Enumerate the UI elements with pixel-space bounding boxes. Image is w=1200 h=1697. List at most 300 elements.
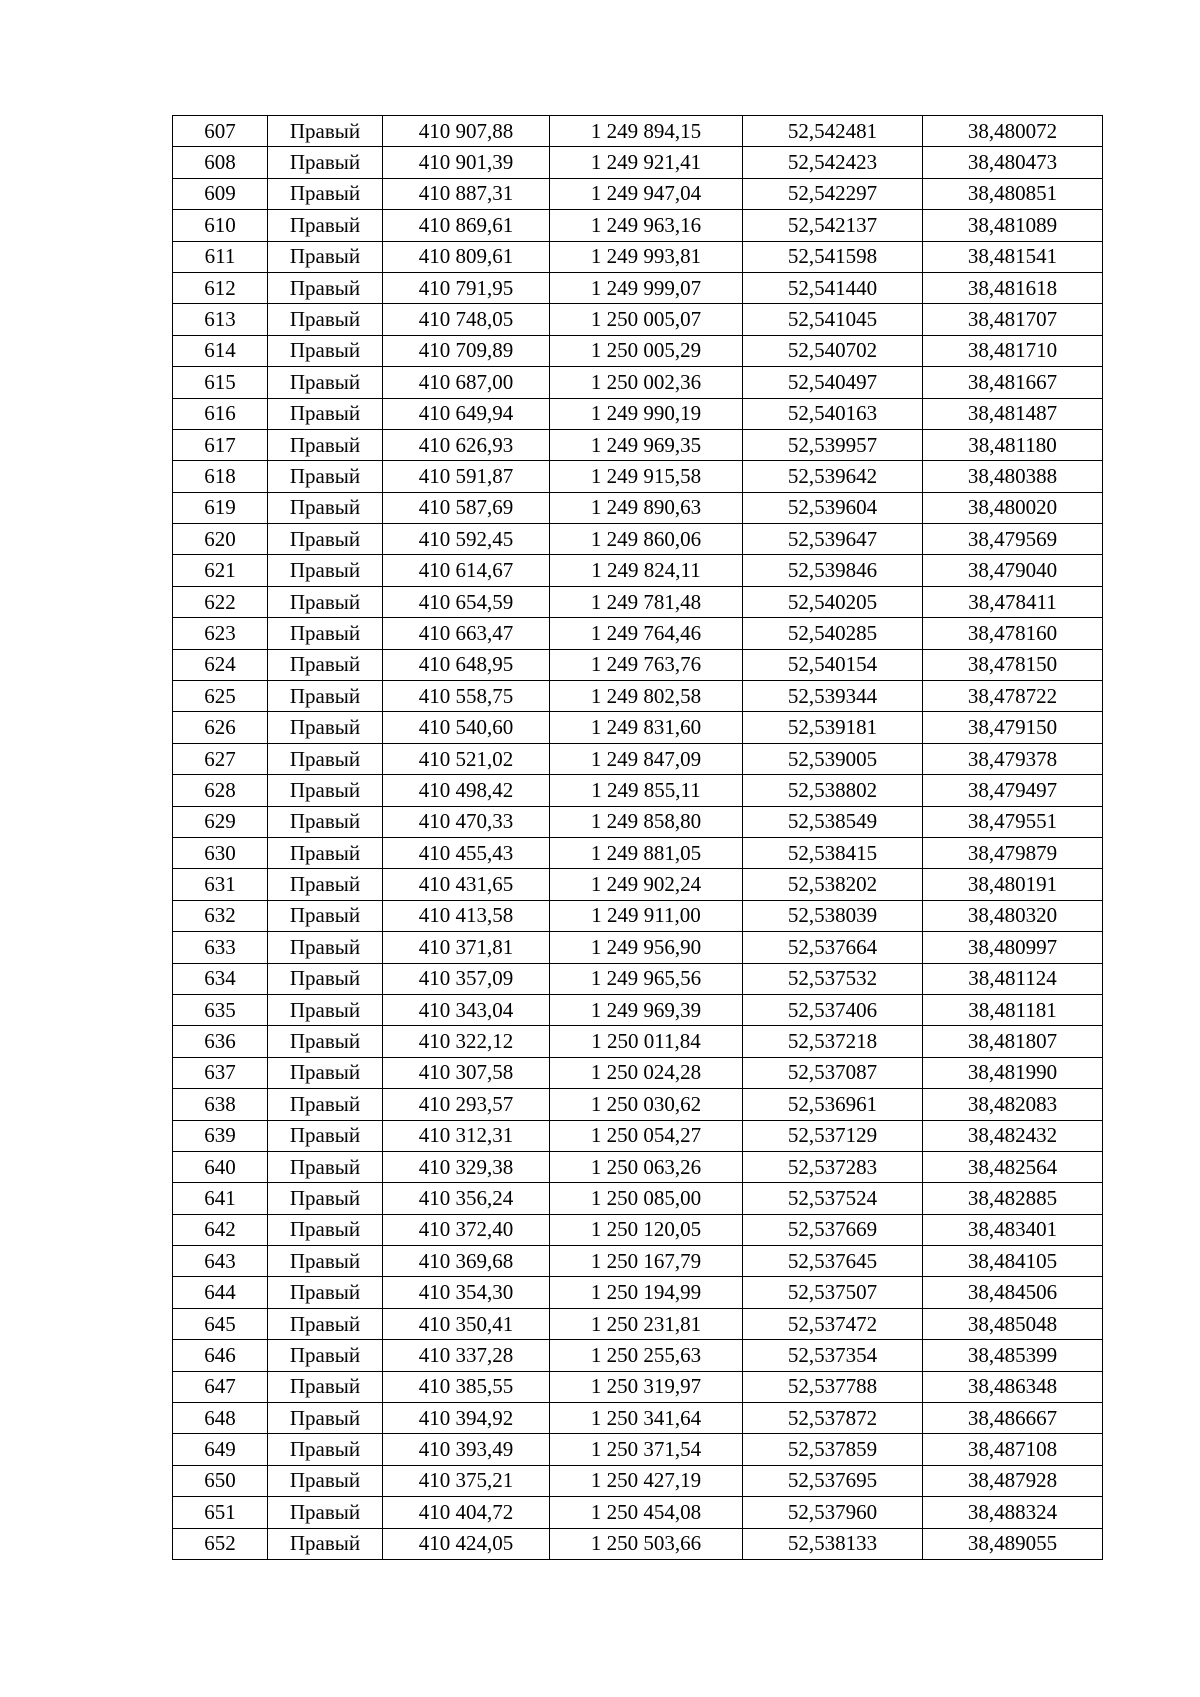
latitude-cell: 52,541598 xyxy=(743,241,923,272)
point-number-cell: 650 xyxy=(173,1465,268,1496)
y-coordinate-cell: 1 249 990,19 xyxy=(550,398,743,429)
x-coordinate-cell: 410 901,39 xyxy=(383,147,550,178)
latitude-cell: 52,538039 xyxy=(743,900,923,931)
x-coordinate-cell: 410 356,24 xyxy=(383,1183,550,1214)
bank-side-cell: Правый xyxy=(268,1434,383,1465)
bank-side-cell: Правый xyxy=(268,398,383,429)
y-coordinate-cell: 1 250 319,97 xyxy=(550,1371,743,1402)
longitude-cell: 38,479040 xyxy=(923,555,1103,586)
latitude-cell: 52,539344 xyxy=(743,681,923,712)
latitude-cell: 52,540154 xyxy=(743,649,923,680)
y-coordinate-cell: 1 250 024,28 xyxy=(550,1057,743,1088)
x-coordinate-cell: 410 413,58 xyxy=(383,900,550,931)
x-coordinate-cell: 410 626,93 xyxy=(383,429,550,460)
bank-side-cell: Правый xyxy=(268,1308,383,1339)
latitude-cell: 52,540497 xyxy=(743,367,923,398)
table-row xyxy=(173,1403,1103,1434)
y-coordinate-cell: 1 249 763,76 xyxy=(550,649,743,680)
bank-side-cell: Правый xyxy=(268,304,383,335)
bank-side-cell: Правый xyxy=(268,555,383,586)
bank-side-cell: Правый xyxy=(268,1528,383,1559)
point-number-cell: 649 xyxy=(173,1434,268,1465)
x-coordinate-cell: 410 809,61 xyxy=(383,241,550,272)
point-number-cell: 607 xyxy=(173,116,268,147)
latitude-cell: 52,536961 xyxy=(743,1089,923,1120)
x-coordinate-cell: 410 558,75 xyxy=(383,681,550,712)
latitude-cell: 52,538802 xyxy=(743,775,923,806)
table-row xyxy=(173,775,1103,806)
bank-side-cell: Правый xyxy=(268,586,383,617)
y-coordinate-cell: 1 250 085,00 xyxy=(550,1183,743,1214)
latitude-cell: 52,537283 xyxy=(743,1151,923,1182)
bank-side-cell: Правый xyxy=(268,1497,383,1528)
table-row xyxy=(173,304,1103,335)
table-row xyxy=(173,586,1103,617)
bank-side-cell: Правый xyxy=(268,1403,383,1434)
longitude-cell: 38,480191 xyxy=(923,869,1103,900)
x-coordinate-cell: 410 748,05 xyxy=(383,304,550,335)
y-coordinate-cell: 1 249 921,41 xyxy=(550,147,743,178)
table-row xyxy=(173,1089,1103,1120)
longitude-cell: 38,484105 xyxy=(923,1246,1103,1277)
point-number-cell: 639 xyxy=(173,1120,268,1151)
latitude-cell: 52,542297 xyxy=(743,178,923,209)
longitude-cell: 38,478411 xyxy=(923,586,1103,617)
latitude-cell: 52,538133 xyxy=(743,1528,923,1559)
table-row xyxy=(173,994,1103,1025)
x-coordinate-cell: 410 369,68 xyxy=(383,1246,550,1277)
latitude-cell: 52,537532 xyxy=(743,963,923,994)
y-coordinate-cell: 1 249 764,46 xyxy=(550,618,743,649)
y-coordinate-cell: 1 250 120,05 xyxy=(550,1214,743,1245)
table-row xyxy=(173,932,1103,963)
point-number-cell: 627 xyxy=(173,743,268,774)
bank-side-cell: Правый xyxy=(268,994,383,1025)
x-coordinate-cell: 410 521,02 xyxy=(383,743,550,774)
latitude-cell: 52,539181 xyxy=(743,712,923,743)
x-coordinate-cell: 410 455,43 xyxy=(383,837,550,868)
latitude-cell: 52,537664 xyxy=(743,932,923,963)
y-coordinate-cell: 1 249 860,06 xyxy=(550,524,743,555)
point-number-cell: 619 xyxy=(173,492,268,523)
latitude-cell: 52,537507 xyxy=(743,1277,923,1308)
latitude-cell: 52,542481 xyxy=(743,116,923,147)
x-coordinate-cell: 410 424,05 xyxy=(383,1528,550,1559)
table-row xyxy=(173,461,1103,492)
x-coordinate-cell: 410 372,40 xyxy=(383,1214,550,1245)
longitude-cell: 38,480320 xyxy=(923,900,1103,931)
table-row xyxy=(173,1120,1103,1151)
longitude-cell: 38,480020 xyxy=(923,492,1103,523)
bank-side-cell: Правый xyxy=(268,963,383,994)
table-row xyxy=(173,116,1103,147)
point-number-cell: 638 xyxy=(173,1089,268,1120)
latitude-cell: 52,537859 xyxy=(743,1434,923,1465)
longitude-cell: 38,480997 xyxy=(923,932,1103,963)
y-coordinate-cell: 1 250 005,29 xyxy=(550,335,743,366)
latitude-cell: 52,537645 xyxy=(743,1246,923,1277)
longitude-cell: 38,479879 xyxy=(923,837,1103,868)
table-row xyxy=(173,837,1103,868)
bank-side-cell: Правый xyxy=(268,210,383,241)
table-row xyxy=(173,272,1103,303)
table-row xyxy=(173,1246,1103,1277)
x-coordinate-cell: 410 663,47 xyxy=(383,618,550,649)
x-coordinate-cell: 410 307,58 xyxy=(383,1057,550,1088)
latitude-cell: 52,542137 xyxy=(743,210,923,241)
x-coordinate-cell: 410 343,04 xyxy=(383,994,550,1025)
point-number-cell: 632 xyxy=(173,900,268,931)
bank-side-cell: Правый xyxy=(268,743,383,774)
bank-side-cell: Правый xyxy=(268,178,383,209)
longitude-cell: 38,479569 xyxy=(923,524,1103,555)
point-number-cell: 642 xyxy=(173,1214,268,1245)
bank-side-cell: Правый xyxy=(268,492,383,523)
point-number-cell: 610 xyxy=(173,210,268,241)
table-row xyxy=(173,1277,1103,1308)
y-coordinate-cell: 1 250 427,19 xyxy=(550,1465,743,1496)
y-coordinate-cell: 1 250 231,81 xyxy=(550,1308,743,1339)
x-coordinate-cell: 410 498,42 xyxy=(383,775,550,806)
x-coordinate-cell: 410 654,59 xyxy=(383,586,550,617)
table-row xyxy=(173,492,1103,523)
latitude-cell: 52,537406 xyxy=(743,994,923,1025)
coordinates-table-body xyxy=(173,116,1103,1560)
latitude-cell: 52,539604 xyxy=(743,492,923,523)
table-row xyxy=(173,1308,1103,1339)
longitude-cell: 38,483401 xyxy=(923,1214,1103,1245)
x-coordinate-cell: 410 687,00 xyxy=(383,367,550,398)
longitude-cell: 38,481089 xyxy=(923,210,1103,241)
x-coordinate-cell: 410 614,67 xyxy=(383,555,550,586)
bank-side-cell: Правый xyxy=(268,900,383,931)
bank-side-cell: Правый xyxy=(268,1057,383,1088)
table-row xyxy=(173,210,1103,241)
latitude-cell: 52,537695 xyxy=(743,1465,923,1496)
point-number-cell: 629 xyxy=(173,806,268,837)
table-row xyxy=(173,241,1103,272)
point-number-cell: 609 xyxy=(173,178,268,209)
point-number-cell: 615 xyxy=(173,367,268,398)
bank-side-cell: Правый xyxy=(268,712,383,743)
table-row xyxy=(173,1151,1103,1182)
y-coordinate-cell: 1 249 881,05 xyxy=(550,837,743,868)
table-row xyxy=(173,1528,1103,1559)
longitude-cell: 38,485399 xyxy=(923,1340,1103,1371)
point-number-cell: 628 xyxy=(173,775,268,806)
bank-side-cell: Правый xyxy=(268,116,383,147)
x-coordinate-cell: 410 648,95 xyxy=(383,649,550,680)
bank-side-cell: Правый xyxy=(268,461,383,492)
x-coordinate-cell: 410 393,49 xyxy=(383,1434,550,1465)
point-number-cell: 634 xyxy=(173,963,268,994)
y-coordinate-cell: 1 249 781,48 xyxy=(550,586,743,617)
point-number-cell: 651 xyxy=(173,1497,268,1528)
x-coordinate-cell: 410 375,21 xyxy=(383,1465,550,1496)
point-number-cell: 636 xyxy=(173,1026,268,1057)
longitude-cell: 38,480473 xyxy=(923,147,1103,178)
latitude-cell: 52,538549 xyxy=(743,806,923,837)
y-coordinate-cell: 1 250 002,36 xyxy=(550,367,743,398)
x-coordinate-cell: 410 592,45 xyxy=(383,524,550,555)
x-coordinate-cell: 410 350,41 xyxy=(383,1308,550,1339)
latitude-cell: 52,539647 xyxy=(743,524,923,555)
latitude-cell: 52,540205 xyxy=(743,586,923,617)
table-row xyxy=(173,963,1103,994)
longitude-cell: 38,480388 xyxy=(923,461,1103,492)
table-row xyxy=(173,1371,1103,1402)
point-number-cell: 616 xyxy=(173,398,268,429)
latitude-cell: 52,537472 xyxy=(743,1308,923,1339)
point-number-cell: 625 xyxy=(173,681,268,712)
bank-side-cell: Правый xyxy=(268,618,383,649)
longitude-cell: 38,478722 xyxy=(923,681,1103,712)
latitude-cell: 52,540163 xyxy=(743,398,923,429)
x-coordinate-cell: 410 394,92 xyxy=(383,1403,550,1434)
point-number-cell: 648 xyxy=(173,1403,268,1434)
x-coordinate-cell: 410 587,69 xyxy=(383,492,550,523)
point-number-cell: 640 xyxy=(173,1151,268,1182)
table-row xyxy=(173,147,1103,178)
y-coordinate-cell: 1 249 858,80 xyxy=(550,806,743,837)
bank-side-cell: Правый xyxy=(268,272,383,303)
longitude-cell: 38,481807 xyxy=(923,1026,1103,1057)
longitude-cell: 38,481181 xyxy=(923,994,1103,1025)
longitude-cell: 38,485048 xyxy=(923,1308,1103,1339)
point-number-cell: 641 xyxy=(173,1183,268,1214)
y-coordinate-cell: 1 249 963,16 xyxy=(550,210,743,241)
table-row xyxy=(173,524,1103,555)
longitude-cell: 38,484506 xyxy=(923,1277,1103,1308)
bank-side-cell: Правый xyxy=(268,241,383,272)
table-row xyxy=(173,398,1103,429)
y-coordinate-cell: 1 249 894,15 xyxy=(550,116,743,147)
bank-side-cell: Правый xyxy=(268,681,383,712)
y-coordinate-cell: 1 250 194,99 xyxy=(550,1277,743,1308)
table-row xyxy=(173,555,1103,586)
point-number-cell: 611 xyxy=(173,241,268,272)
y-coordinate-cell: 1 249 911,00 xyxy=(550,900,743,931)
y-coordinate-cell: 1 249 999,07 xyxy=(550,272,743,303)
table-row xyxy=(173,806,1103,837)
point-number-cell: 622 xyxy=(173,586,268,617)
longitude-cell: 38,482432 xyxy=(923,1120,1103,1151)
bank-side-cell: Правый xyxy=(268,649,383,680)
bank-side-cell: Правый xyxy=(268,367,383,398)
longitude-cell: 38,481667 xyxy=(923,367,1103,398)
y-coordinate-cell: 1 250 167,79 xyxy=(550,1246,743,1277)
bank-side-cell: Правый xyxy=(268,1026,383,1057)
latitude-cell: 52,540702 xyxy=(743,335,923,366)
y-coordinate-cell: 1 250 030,62 xyxy=(550,1089,743,1120)
y-coordinate-cell: 1 250 005,07 xyxy=(550,304,743,335)
bank-side-cell: Правый xyxy=(268,1465,383,1496)
point-number-cell: 645 xyxy=(173,1308,268,1339)
y-coordinate-cell: 1 249 902,24 xyxy=(550,869,743,900)
longitude-cell: 38,479497 xyxy=(923,775,1103,806)
y-coordinate-cell: 1 249 847,09 xyxy=(550,743,743,774)
table-row xyxy=(173,869,1103,900)
y-coordinate-cell: 1 250 255,63 xyxy=(550,1340,743,1371)
table-row xyxy=(173,1026,1103,1057)
x-coordinate-cell: 410 591,87 xyxy=(383,461,550,492)
table-row xyxy=(173,712,1103,743)
table-row xyxy=(173,743,1103,774)
latitude-cell: 52,537872 xyxy=(743,1403,923,1434)
table-row xyxy=(173,1340,1103,1371)
y-coordinate-cell: 1 250 454,08 xyxy=(550,1497,743,1528)
table-row xyxy=(173,367,1103,398)
x-coordinate-cell: 410 649,94 xyxy=(383,398,550,429)
latitude-cell: 52,537354 xyxy=(743,1340,923,1371)
x-coordinate-cell: 410 371,81 xyxy=(383,932,550,963)
longitude-cell: 38,489055 xyxy=(923,1528,1103,1559)
longitude-cell: 38,480072 xyxy=(923,116,1103,147)
latitude-cell: 52,539846 xyxy=(743,555,923,586)
longitude-cell: 38,481487 xyxy=(923,398,1103,429)
latitude-cell: 52,538415 xyxy=(743,837,923,868)
bank-side-cell: Правый xyxy=(268,932,383,963)
latitude-cell: 52,540285 xyxy=(743,618,923,649)
x-coordinate-cell: 410 293,57 xyxy=(383,1089,550,1120)
bank-side-cell: Правый xyxy=(268,524,383,555)
bank-side-cell: Правый xyxy=(268,1089,383,1120)
longitude-cell: 38,487928 xyxy=(923,1465,1103,1496)
latitude-cell: 52,537788 xyxy=(743,1371,923,1402)
bank-side-cell: Правый xyxy=(268,1120,383,1151)
y-coordinate-cell: 1 249 831,60 xyxy=(550,712,743,743)
point-number-cell: 643 xyxy=(173,1246,268,1277)
longitude-cell: 38,479150 xyxy=(923,712,1103,743)
longitude-cell: 38,482564 xyxy=(923,1151,1103,1182)
point-number-cell: 612 xyxy=(173,272,268,303)
longitude-cell: 38,481707 xyxy=(923,304,1103,335)
bank-side-cell: Правый xyxy=(268,1183,383,1214)
point-number-cell: 617 xyxy=(173,429,268,460)
point-number-cell: 637 xyxy=(173,1057,268,1088)
longitude-cell: 38,481990 xyxy=(923,1057,1103,1088)
bank-side-cell: Правый xyxy=(268,1151,383,1182)
point-number-cell: 644 xyxy=(173,1277,268,1308)
bank-side-cell: Правый xyxy=(268,1214,383,1245)
x-coordinate-cell: 410 337,28 xyxy=(383,1340,550,1371)
table-row xyxy=(173,681,1103,712)
longitude-cell: 38,487108 xyxy=(923,1434,1103,1465)
point-number-cell: 631 xyxy=(173,869,268,900)
latitude-cell: 52,542423 xyxy=(743,147,923,178)
latitude-cell: 52,541045 xyxy=(743,304,923,335)
x-coordinate-cell: 410 887,31 xyxy=(383,178,550,209)
x-coordinate-cell: 410 791,95 xyxy=(383,272,550,303)
y-coordinate-cell: 1 250 063,26 xyxy=(550,1151,743,1182)
point-number-cell: 633 xyxy=(173,932,268,963)
x-coordinate-cell: 410 357,09 xyxy=(383,963,550,994)
y-coordinate-cell: 1 249 993,81 xyxy=(550,241,743,272)
latitude-cell: 52,539642 xyxy=(743,461,923,492)
table-row xyxy=(173,649,1103,680)
longitude-cell: 38,486667 xyxy=(923,1403,1103,1434)
x-coordinate-cell: 410 907,88 xyxy=(383,116,550,147)
y-coordinate-cell: 1 249 956,90 xyxy=(550,932,743,963)
y-coordinate-cell: 1 250 371,54 xyxy=(550,1434,743,1465)
table-row xyxy=(173,429,1103,460)
longitude-cell: 38,480851 xyxy=(923,178,1103,209)
x-coordinate-cell: 410 709,89 xyxy=(383,335,550,366)
x-coordinate-cell: 410 385,55 xyxy=(383,1371,550,1402)
table-row xyxy=(173,178,1103,209)
point-number-cell: 635 xyxy=(173,994,268,1025)
point-number-cell: 647 xyxy=(173,1371,268,1402)
table-row xyxy=(173,1057,1103,1088)
y-coordinate-cell: 1 249 824,11 xyxy=(550,555,743,586)
y-coordinate-cell: 1 249 890,63 xyxy=(550,492,743,523)
latitude-cell: 52,537087 xyxy=(743,1057,923,1088)
y-coordinate-cell: 1 249 947,04 xyxy=(550,178,743,209)
longitude-cell: 38,479551 xyxy=(923,806,1103,837)
y-coordinate-cell: 1 249 965,56 xyxy=(550,963,743,994)
y-coordinate-cell: 1 250 341,64 xyxy=(550,1403,743,1434)
longitude-cell: 38,478150 xyxy=(923,649,1103,680)
latitude-cell: 52,537129 xyxy=(743,1120,923,1151)
bank-side-cell: Правый xyxy=(268,335,383,366)
latitude-cell: 52,538202 xyxy=(743,869,923,900)
bank-side-cell: Правый xyxy=(268,1246,383,1277)
x-coordinate-cell: 410 869,61 xyxy=(383,210,550,241)
x-coordinate-cell: 410 470,33 xyxy=(383,806,550,837)
point-number-cell: 623 xyxy=(173,618,268,649)
x-coordinate-cell: 410 329,38 xyxy=(383,1151,550,1182)
latitude-cell: 52,537524 xyxy=(743,1183,923,1214)
x-coordinate-cell: 410 354,30 xyxy=(383,1277,550,1308)
x-coordinate-cell: 410 404,72 xyxy=(383,1497,550,1528)
latitude-cell: 52,541440 xyxy=(743,272,923,303)
point-number-cell: 618 xyxy=(173,461,268,492)
bank-side-cell: Правый xyxy=(268,429,383,460)
y-coordinate-cell: 1 250 503,66 xyxy=(550,1528,743,1559)
table-row xyxy=(173,1465,1103,1496)
point-number-cell: 613 xyxy=(173,304,268,335)
latitude-cell: 52,539957 xyxy=(743,429,923,460)
table-row xyxy=(173,1214,1103,1245)
longitude-cell: 38,479378 xyxy=(923,743,1103,774)
table-row xyxy=(173,618,1103,649)
coordinates-table xyxy=(172,115,1103,1560)
bank-side-cell: Правый xyxy=(268,775,383,806)
x-coordinate-cell: 410 312,31 xyxy=(383,1120,550,1151)
table-row xyxy=(173,1497,1103,1528)
point-number-cell: 652 xyxy=(173,1528,268,1559)
latitude-cell: 52,539005 xyxy=(743,743,923,774)
bank-side-cell: Правый xyxy=(268,1371,383,1402)
longitude-cell: 38,481180 xyxy=(923,429,1103,460)
table-row xyxy=(173,1434,1103,1465)
bank-side-cell: Правый xyxy=(268,1340,383,1371)
table-row xyxy=(173,1183,1103,1214)
latitude-cell: 52,537218 xyxy=(743,1026,923,1057)
bank-side-cell: Правый xyxy=(268,869,383,900)
point-number-cell: 630 xyxy=(173,837,268,868)
y-coordinate-cell: 1 249 969,35 xyxy=(550,429,743,460)
longitude-cell: 38,481124 xyxy=(923,963,1103,994)
point-number-cell: 620 xyxy=(173,524,268,555)
latitude-cell: 52,537960 xyxy=(743,1497,923,1528)
latitude-cell: 52,537669 xyxy=(743,1214,923,1245)
longitude-cell: 38,481618 xyxy=(923,272,1103,303)
longitude-cell: 38,478160 xyxy=(923,618,1103,649)
table-row xyxy=(173,900,1103,931)
bank-side-cell: Правый xyxy=(268,147,383,178)
bank-side-cell: Правый xyxy=(268,837,383,868)
